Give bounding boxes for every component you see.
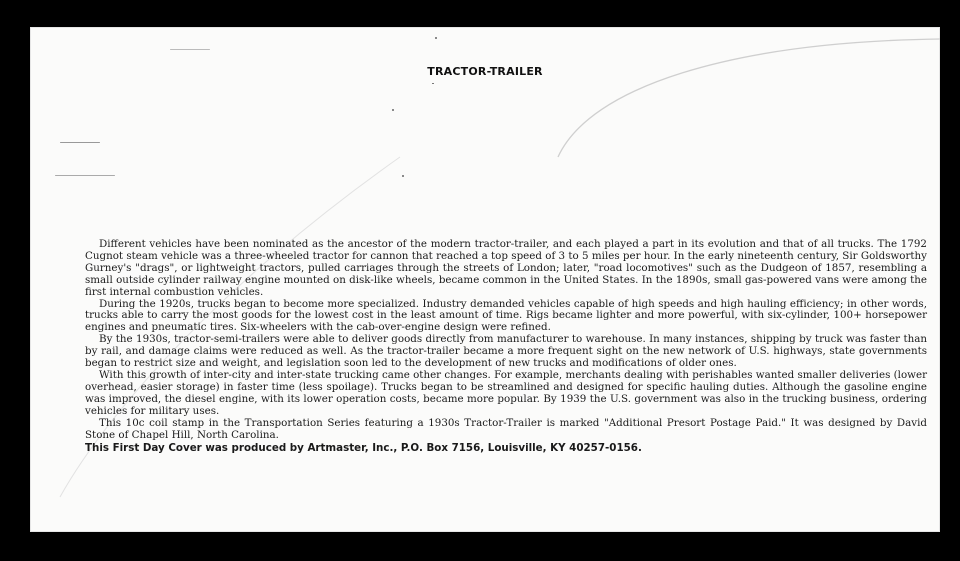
document-title: TRACTOR-TRAILER bbox=[427, 65, 543, 78]
publisher-credit: This First Day Cover was produced by Artmaster, Inc., P.O. Box 7156, Louisville, KY 40257-0156. bbox=[85, 442, 642, 455]
print-speck bbox=[170, 49, 210, 50]
envelope-back bbox=[30, 27, 940, 532]
print-speck bbox=[60, 142, 100, 143]
paragraph: Different vehicles have been nominated as the ancestor of the modern tractor-trailer, and each played a part in its evolution and that of all trucks. The 1792 Cugnot steam vehicle was a three-wheeled tractor for cannon that reached a top speed of 3 to 5 miles per hour. In the early nineteenth century, Sir Goldsworthy Gurney's "drags", or lightweight tractors, pulled carriages through the streets of London; later, "road locomotives" such as the Dudgeon of 1857, resembling a small outside cylinder railway engine mounted on disk-like wheels, became common in the United States. In the 1890s, small gas-powered vans were among the first internal combustion vehicles. bbox=[85, 238, 927, 298]
print-speck bbox=[435, 37, 437, 39]
print-speck bbox=[392, 109, 394, 111]
paragraph: During the 1920s, trucks began to become more specialized. Industry demanded vehicles capable of high speeds and high hauling efficiency; in other words, trucks able to carry the most goods for the lowest cost in the least amount of time. Rigs became lighter and more powerful, with six-cylinder, 100+ horsepower engines and pneumatic tires. Six-wheelers with the cab-over-engine design were refined. bbox=[85, 297, 927, 334]
paragraph: With this growth of inter-city and inter-state trucking came other changes. For example, merchants dealing with perishables wanted smaller deliveries (lower overhead, easier storage) in faster time (less spoilage). Trucks began to be streamlined and designed for specific hauling duties. Although the gasoline engine was improved, the diesel engine, with its lower operation costs, became more popular. By 1939 the U.S. government was also in the trucking business, ordering vehicles for military uses. bbox=[85, 368, 927, 417]
paragraph: By the 1930s, tractor-semi-trailers were able to deliver goods directly from manufacturer to warehouse. In many instances, shipping by truck was faster than by rail, and damage claims were reduced as well. As the tractor-trailer became a more frequent sight on the new network of U.S. highways, state governments began to restrict size and weight, and legislation soon led to the development of new trucks and modifications of older ones. bbox=[85, 333, 927, 370]
paragraph: This 10c coil stamp in the Transportation Series featuring a 1930s Tractor-Trailer is marked "Additional Presort Postage Paid." It was designed by David Stone of Chapel Hill, North Carolina. bbox=[85, 416, 927, 441]
body-text bbox=[85, 239, 927, 455]
print-speck bbox=[402, 175, 404, 177]
print-speck bbox=[55, 175, 115, 176]
print-speck bbox=[432, 83, 434, 84]
